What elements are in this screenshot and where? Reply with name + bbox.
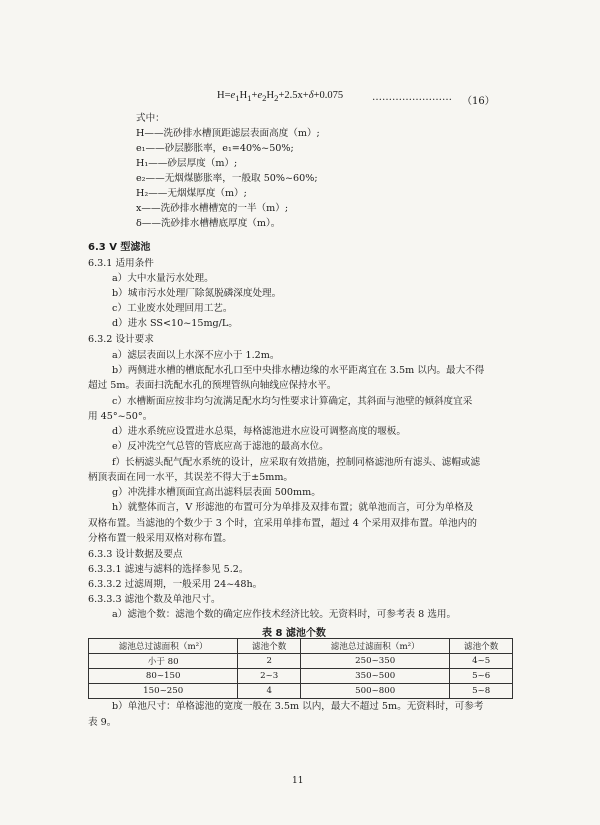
list-item: c）工业废水处理回用工艺。 [112,303,233,314]
table-cell: 4 [238,684,301,699]
requirement-c-cont: 用 45°~50°。 [88,411,153,422]
formula-sub-e2: 2 [262,93,267,104]
list-item: b）城市污水处理厂除氮脱磷深度处理。 [112,288,282,299]
definition-item: H₂——无烟煤厚度（m）; [136,188,247,199]
table-header-row [89,639,513,654]
requirement-e: e）反冲洗空气总管的管底应高于滤池的最高水位。 [112,441,329,452]
formula-sub-h1: 1 [247,93,252,104]
table-cell: 2 [238,654,301,669]
formula-sub-e1: 1 [235,93,240,104]
table-cell: 4~5 [450,654,513,669]
table-cell: 80~150 [89,669,238,684]
subsection-title-6-3-2: 6.3.2 设计要求 [88,334,154,345]
formula-equals: = [224,90,231,101]
formula-16 [217,90,343,103]
table-cell: 150~250 [89,684,238,699]
table-cell: 250~350 [300,654,449,669]
definition-item: H₁——砂层厚度（m）; [136,158,238,169]
list-item: a）大中水量污水处理。 [112,273,214,284]
table-8-title: 表 8 滤池个数 [262,628,326,639]
formula-plus: + [251,90,258,101]
requirement-b: b）两侧进水槽的槽底配水孔口至中央排水槽边缘的水平距离宜在 3.5m 以内。最大不得 [112,365,485,376]
formula-const: +0.075 [313,90,344,101]
formula-rest: +2.5x+ [278,90,309,101]
table-header-cell: 滤池个数 [450,639,513,654]
formula-leader-dots: …………………… [372,92,452,103]
requirement-h-cont: 分格布置一般采用双格对称布置。 [88,533,232,544]
table-row [89,654,513,669]
formula-var-h1: H [239,90,248,101]
table-header-cell: 滤池个数 [238,639,301,654]
subsection-title-6-3-3: 6.3.3 设计数据及要点 [88,549,183,560]
subitem-6-3-3-3: 6.3.3.3 滤池个数及单池尺寸。 [88,594,221,605]
table-cell: 5~6 [450,669,513,684]
definition-item: e₁——砂层膨胀率，e₁=40%~50%; [136,143,294,154]
definition-item: e₂——无烟煤膨胀率，一般取 50%~60%; [136,173,318,184]
formula-var-h: H [217,90,225,101]
page-number: 11 [292,776,304,786]
section-heading-6-3: 6.3 V 型滤池 [88,242,151,253]
requirement-b-cont: 超过 5m。表面扫洗配水孔的预埋管纵向轴线应保持水平。 [88,380,337,391]
table-cell: 350~500 [300,669,449,684]
formula-sub-h2: 2 [274,93,279,104]
requirement-f-cont: 柄顶表面在同一水平，其误差不得大于±5mm。 [88,472,294,483]
table-row [89,669,513,684]
requirement-g: g）冲洗排水槽顶面宜高出滤料层表面 500mm。 [112,487,321,498]
table-8 [88,638,513,699]
subitem-6-3-3-2: 6.3.3.2 过滤周期，一般采用 24~48h。 [88,579,263,590]
table-cell: 2~3 [238,669,301,684]
paragraph-b-single-pool: b）单池尺寸：单格滤池的宽度一般在 3.5m 以内，最大不超过 5m。无资料时，可参考 [112,701,484,712]
definition-item: δ——洗砂排水槽槽底厚度（m）。 [136,218,281,229]
requirement-d: d）进水系统应设置进水总渠，每格滤池进水应设可调整高度的堰板。 [112,426,406,437]
definitions-intro: 式中： [136,113,165,124]
subitem-6-3-3-1: 6.3.3.1 滤速与滤料的选择参见 5.2。 [88,564,249,575]
subsection-title-6-3-1: 6.3.1 适用条件 [88,258,154,269]
list-item: d）进水 SS<10~15mg/L。 [112,318,238,329]
formula-var-h2: H [266,90,275,101]
table-row [89,684,513,699]
requirement-h: h）就整体而言，V 形滤池的布置可分为单排及双排布置；就单池而言，可分为单格及 [112,502,474,513]
paragraph-a-pool-count: a）滤池个数：滤池个数的确定应作技术经济比较。无资料时，可参考表 8 选用。 [112,609,457,620]
formula-var-e1: e [230,90,236,101]
requirement-a: a）滤层表面以上水深不应小于 1.2m。 [112,350,280,361]
paragraph-b-cont: 表 9。 [88,717,117,728]
definition-item: x——洗砂排水槽槽宽的一半（m）; [136,203,289,214]
definition-item: H——洗砂排水槽顶距滤层表面高度（m）; [136,128,320,139]
table-header-cell: 滤池总过滤面积（m²） [300,639,449,654]
table-header-cell: 滤池总过滤面积（m²） [89,639,238,654]
table-cell: 500~800 [300,684,449,699]
formula-var-e2: e [257,90,263,101]
formula-delta: δ [308,90,314,101]
requirement-f: f）长柄滤头配气配水系统的设计，应采取有效措施，控制同格滤池所有滤头、滤帽或滤 [112,457,481,468]
requirement-c: c）水槽断面应按非均匀流满足配水均匀性要求计算确定，其斜面与池壁的倾斜度宜采 [112,396,473,407]
requirement-h-cont: 双格布置。当滤池的个数少于 3 个时，宜采用单排布置，超过 4 个采用双排布置。单池内的 [88,518,477,529]
table-cell: 小于 80 [89,654,238,669]
formula-number: （16） [462,96,495,107]
table-cell: 5~8 [450,684,513,699]
